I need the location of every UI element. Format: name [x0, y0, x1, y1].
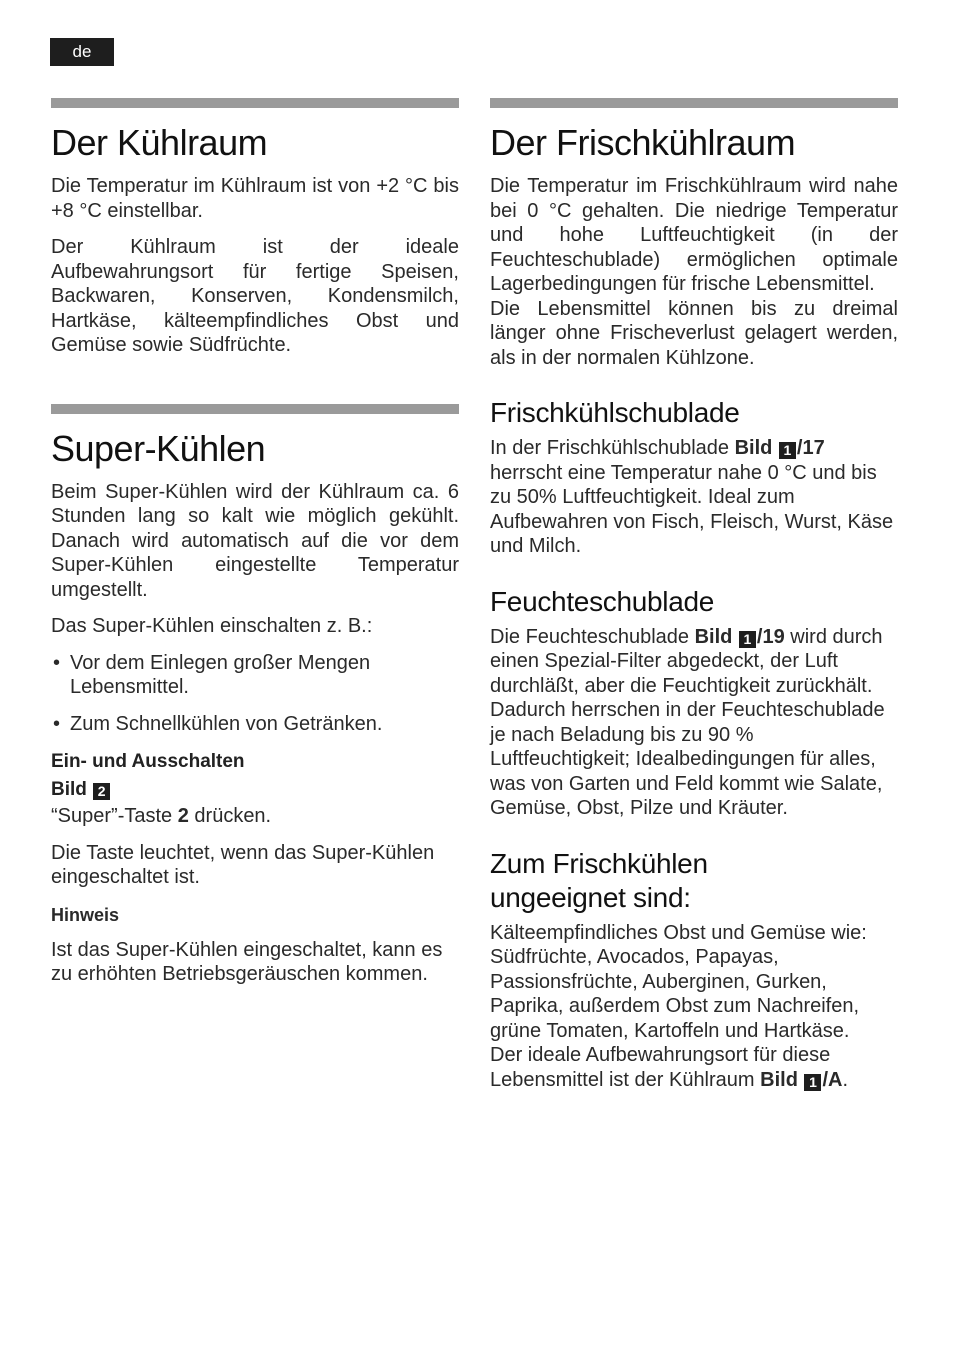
heading-feuchteschublade: Feuchteschublade — [490, 585, 715, 617]
hinweis-heading: Hinweis — [51, 904, 120, 925]
figure-number-box: 2 — [93, 783, 110, 800]
language-badge: de — [50, 38, 114, 66]
paragraph: Die Temperatur im Frischkühlraum wird nahe bei 0 °C gehalten. Die niedrige Temperatur und hohe Luftfeuchtigkeit (in der Feuchteschublade) ermöglichen optimale Lagerbedingungen für frische Lebensmittel. — [490, 175, 898, 295]
bullet-list — [51, 651, 459, 737]
paragraph: Beim Super-Kühlen wird der Kühlraum ca. 6 Stunden lang so kalt wie möglich gekühlt. Danach wird automatisch auf die vor dem Super-Kühlen eingestellte Temperatur umgestellt. — [51, 480, 459, 601]
paragraph: Der Kühlraum ist der ideale Aufbewahrungsort für fertige Speisen, Backwaren, Konserven, Kondensmilch, Hartkäse, kälteempfindliches Obst und Gemüse sowie Südfrüchte. — [51, 236, 459, 356]
heading-frischkuehlraum: Der Frischkühlraum — [490, 122, 796, 163]
paragraph: Die Lebensmittel können bis zu dreimal länger ohne Frischeverlust gelagert werden, als in der normalen Kühlzone. — [490, 297, 898, 369]
paragraph: Der ideale Aufbewahrungsort für diese Lebensmittel ist der Kühlraum Bild 1 /A. — [490, 1044, 849, 1091]
paragraph: Die Feuchteschublade Bild 1 /19 wird durch einen Spezial-Filter abgedeckt, der Luft durchläßt, aber die Feuchtigkeit zurückhält. Dadurch herrschen in der Feuchteschublade je nach Beladung bis zu 90 % Luftfeuchtigkeit; Idealbedingungen für alles, was von Garten und Feld kommt wie Salate, Gemüse, Obst, Pilze und Kräuter. — [490, 625, 885, 819]
paragraph: Die Taste leuchtet, wenn das Super-Kühlen eingeschaltet ist. — [51, 841, 435, 888]
section-rule — [51, 404, 459, 414]
heading-frischkuehlschublade: Frischkühlschublade — [490, 397, 740, 428]
figure-number-box: 1 — [779, 442, 796, 459]
paragraph: Das Super-Kühlen einschalten z. B.: — [51, 615, 373, 637]
paragraph: “Super”-Taste 2 drücken. — [51, 805, 272, 827]
section-rule — [490, 98, 898, 108]
right-column — [490, 98, 898, 1104]
paragraph: Die Temperatur im Kühlraum ist von +2 °C bis +8 °C einstellbar. — [51, 175, 459, 222]
subheading-ein-ausschalten: Ein- und Ausschalten — [51, 751, 245, 772]
left-column — [51, 98, 459, 999]
figure-number-box: 1 — [739, 631, 756, 648]
figure-reference: Bild 2 — [51, 776, 459, 804]
heading-kuehlraum: Der Kühlraum — [51, 122, 268, 163]
heading-ungeeignet: Zum Frischkühlen ungeeignet sind: — [490, 847, 708, 913]
paragraph: In der Frischkühlschublade Bild 1 /17 herrscht eine Temperatur nahe 0 °C und bis zu 50% Luftfeuchtigkeit. Ideal zum Aufbewahren von Fisch, Fleisch, Wurst, Käse und Milch. — [490, 437, 894, 557]
bullet-icon: • — [53, 651, 61, 674]
hinweis-text: Ist das Super-Kühlen eingeschaltet, kann es zu erhöhten Betriebsgeräuschen kommen. — [51, 938, 443, 985]
section-rule — [51, 98, 459, 108]
bullet-icon: • — [53, 712, 61, 735]
list-item: • Zum Schnellkühlen von Getränken. — [53, 712, 383, 735]
list-item: • Vor dem Einlegen großer Mengen Lebensmittel. — [53, 651, 371, 698]
paragraph: Kälteempfindliches Obst und Gemüse wie: Südfrüchte, Avocados, Papayas, Passionsfrüchte, Auberginen, Gurken, Paprika, außerdem Obst zum Nachreifen, grüne Tomaten, Kartoffeln und Hartkäse. — [490, 921, 867, 1042]
figure-number-box: 1 — [804, 1074, 821, 1091]
heading-super-kuehlen: Super-Kühlen — [51, 427, 266, 469]
